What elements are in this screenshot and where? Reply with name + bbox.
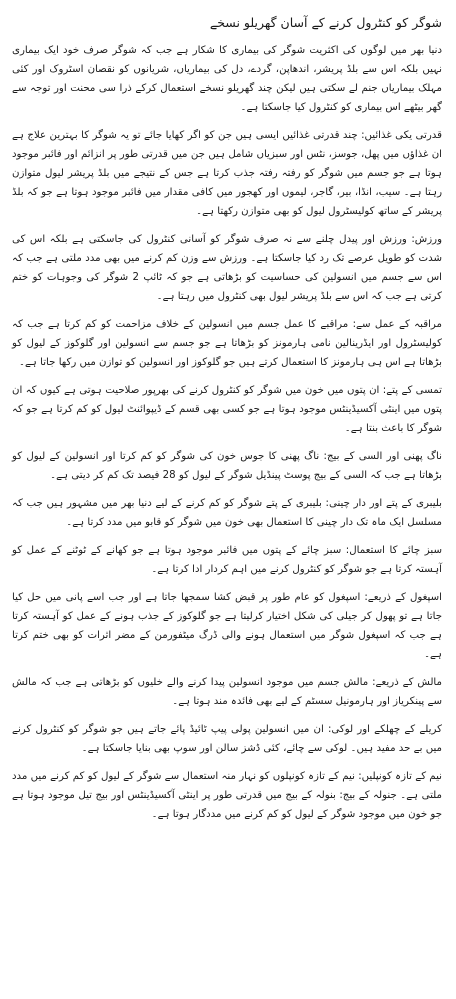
paragraph-intro: دنیا بھر میں لوگوں کی اکثریت شوگر کی بیماری کا شکار ہے جب کہ شوگر صرف خود ایک بیماری نہیں بلکہ اس سے بلڈ پریشر، اندھاپن، گردے، دل کی بیماریاں، شریانوں کو نقصان اسٹروک اور کئی مہلک بیماریاں جنم لے سکتی ہیں لیکن چند گھریلو نسخے استعمال کرکے ذرا سی محنت اور توجہ سے گھر بیٹھے اس بیماری کو کنٹرول کیا جاسکتا ہے۔ [12,45,442,113]
paragraph-cactus-flaxseed: ناگ پھنی اور السی کے بیج: ناگ پھنی کا جوس خون کی شوگر کو کم کرتا اور انسولین کے لیول کو بڑھاتا ہے جب کہ السی کے بیج پوسٹ پینڈیل شوگر کے لیول کو 28 فیصد تک کم کر دیتی ہے۔ [12,451,442,481]
paragraph-isabgol: اسپغول کے ذریعے: اسپغول کو عام طور پر قبض کشا سمجھا جاتا ہے اور جب اسے پانی میں حل کیا جاتا ہے تو پھول کر جیلی کی شکل اختیار کرلیتا ہے جو گلوکوز کے جذب ہونے کے عمل کو آہستہ کرتا ہے جب کہ اسپغول شوگر میں استعمال ہونے والی ڈرگ میٹفورمن کے مضر اثرات کو بھی ختم کرتا ہے۔ [12,592,442,660]
paragraph-natural-foods: قدرتی یکی غذائیں: چند قدرتی غذائیں ایسی ہیں جن کو اگر کھایا جائے تو یہ شوگر کا بہترین علاج ہے ان غذاؤں میں پھل، جوسز، نٹس اور سبزیاں شامل ہیں جن میں قدرتی طور پر انزائم اور فائبر موجود ہوتا ہے جو جسم میں شوگر کو رفتہ رفتہ جذب کرتا ہے جس کے نتیجے میں بلڈ پریشر لیول متوازن رہتا ہے۔ سیب، انڈا، بیر، گاجر، لیموں اور کھجور میں کافی مقدار میں فائبر موجود ہوتا ہے جو کہ بلڈ پریشر کے ساتھ کولیسٹرول لیول کو بھی متوازن رکھتا ہے۔ [12,130,442,217]
paragraph-meditation: مراقبہ کے عمل سے: مراقبے کا عمل جسم میں انسولین کے خلاف مزاحمت کو کم کرتا ہے جب کہ کولیسٹرول اور ایڈرینالین نامی ہارمونز کو بڑھاتا ہے جو جسم سے انسولین اور گلوکوز کے لیول کو بڑھاتا ہے اس ہی ہارمونز کا استعمال کرتے ہیں جو گلوکوز اور انسولین کو توازن میں رکھا جاتا ہے۔ [12,319,442,368]
paragraph-bitter-gourd: کریلے کے چھلکے اور لوکی: ان میں انسولین پولی پیپ ٹائیڈ پائے جاتے ہیں جو شوگر کو کنٹرول کرنے میں بے حد مفید ہیں۔ لوکی سے چائے، کئی ڈشز سالن اور سوپ بھی بنایا جاسکتا ہے۔ [12,724,442,754]
paragraph-massage: مالش کے ذریعے: مالش جسم میں موجود انسولین پیدا کرنے والے خلیوں کو بڑھاتی ہے جب کہ مالش سے پینکریاز اور ہارمونیل سسٹم کے لیے بھی فائدہ مند ہوتا ہے۔ [12,677,442,707]
paragraph-blueberry-cinnamon: بلیبری کے پتے اور دار چینی: بلیبری کے پتے شوگر کو کم کرنے کے لیے دنیا بھر میں مشہور ہیں جب کہ مسلسل ایک ماہ تک دار چینی کا استعمال بھی خون میں شوگر کو قابو میں مدد کرتا ہے۔ [12,498,442,528]
paragraph-green-tea: سبز چائے کا استعمال: سبز چائے کے پتوں میں فائبر موجود ہوتا ہے جو کھانے کے ٹوٹنے کے عمل کو آہستہ کرتا ہے جو شوگر کو کنٹرول کرنے میں اہم کردار ادا کرتا ہے۔ [12,545,442,575]
article-title: شوگر کو کنٹرول کرنے کے آسان گھریلو نسخے [209,15,442,30]
paragraph-exercise: ورزش: ورزش اور پیدل چلنے سے نہ صرف شوگر کو آسانی کنٹرول کی جاسکتی ہے بلکہ اس کی شدت کو طویل عرصے تک رد کیا جاسکتا ہے۔ ورزش سے وزن کم کرنے میں بھی مدد ملتی ہے جب کہ اس سے جسم میں انسولین کی حساسیت کو بڑھاتی ہے جو کہ ٹائپ 2 شوگر کی وجوہات کو ختم کرتی ہے جب کہ اس سے بلڈ پریشر لیول بھی کنٹرول میں رہتا ہے۔ [12,234,443,302]
paragraph-neem-cottonseed: نیم کے تازہ کونپلیں: نیم کے تازہ کونپلوں کو نہار منہ استعمال سے شوگر کے لیول کو کم کرنے میں مدد ملتی ہے۔ جنولہ کے بیج: بنولہ کے بیج میں قدرتی طور پر اینٹی آکسیڈینٹس اور بیج تیل موجود ہوتا ہے جو خون میں موجود شوگر کے لیول کو کم کرنے میں مددگار ہوتا ہے۔ [12,771,442,820]
paragraph-tulsi-leaves: تمسی کے پتے: ان پتوں میں خون میں شوگر کو کنٹرول کرنے کی بھرپور صلاحیت ہوتی ہے کیوں کہ ان پتوں میں اینٹی آکسیڈینٹس موجود ہوتا ہے جو کسی بھی قسم کے ڈیپوائنٹ لیول کو کم کرتا ہے جو کہ شوگر کا باعث بنتا ہے۔ [12,385,442,434]
